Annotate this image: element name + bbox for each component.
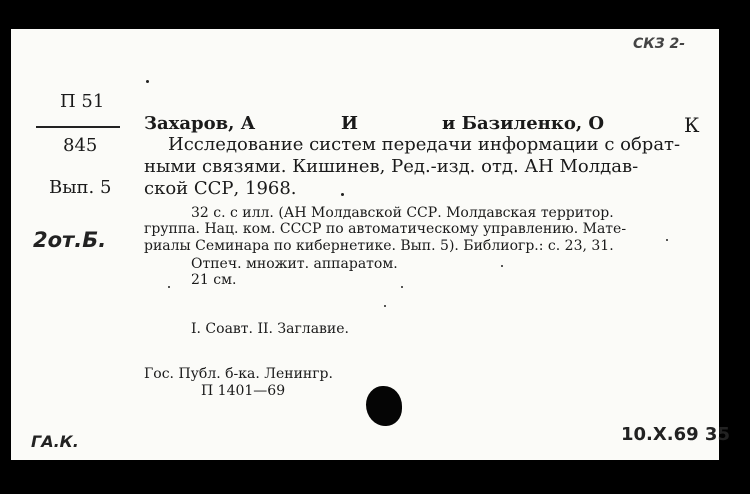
ink-blot [366,386,402,426]
speck [666,239,668,241]
description-line-3: риалы Семинара по кибернетике. Вып. 5). Библиогр.: с. 23, 31. [144,238,614,254]
call-number-line3: Вып. 5 [49,177,112,198]
handwritten-bottom-left: ГА.К. [31,432,79,451]
library-name: Гос. Публ. б-ка. Ленингр. [144,366,333,382]
catalog-card [11,29,730,460]
tracings: I. Соавт. II. Заглавие. [191,321,349,337]
library-code: П 1401—69 [201,383,286,399]
print-note: Отпеч. множит. аппаратом. [191,256,398,272]
description-line-2: группа. Нац. ком. СССР по автоматическому управлению. Мате- [144,221,627,237]
author-heading: Захаров, А [144,113,256,134]
size-note: 21 см. [191,272,237,288]
call-number-rule [36,126,120,128]
author-initial: И [341,113,359,134]
call-number-line2: 845 [63,135,98,156]
call-number-line1: П 51 [60,91,105,112]
title-line-3: ской ССР, 1968. [144,178,297,199]
handwritten-margin-note: 2от.Б. [33,228,107,252]
description-line-1: 32 с. с илл. (АН Молдавской ССР. Молдавская территор. [191,205,614,221]
speck [341,193,344,196]
co-author-heading: и Базиленко, О [442,113,605,134]
title-line-2: ными связями. Кишинев, Ред.-изд. отд. АН Молдав- [144,156,639,177]
handwritten-top-right: СКЗ 2- [633,36,686,52]
title-line-1: Исследование систем передачи информации с обрат- [168,134,681,155]
speck [146,80,149,83]
speck [501,265,503,267]
handwritten-date-stamp: 10.Х.69 35 [621,424,730,445]
co-author-initial: К [684,113,700,137]
speck [384,305,386,307]
speck [401,286,403,288]
speck [168,286,170,288]
